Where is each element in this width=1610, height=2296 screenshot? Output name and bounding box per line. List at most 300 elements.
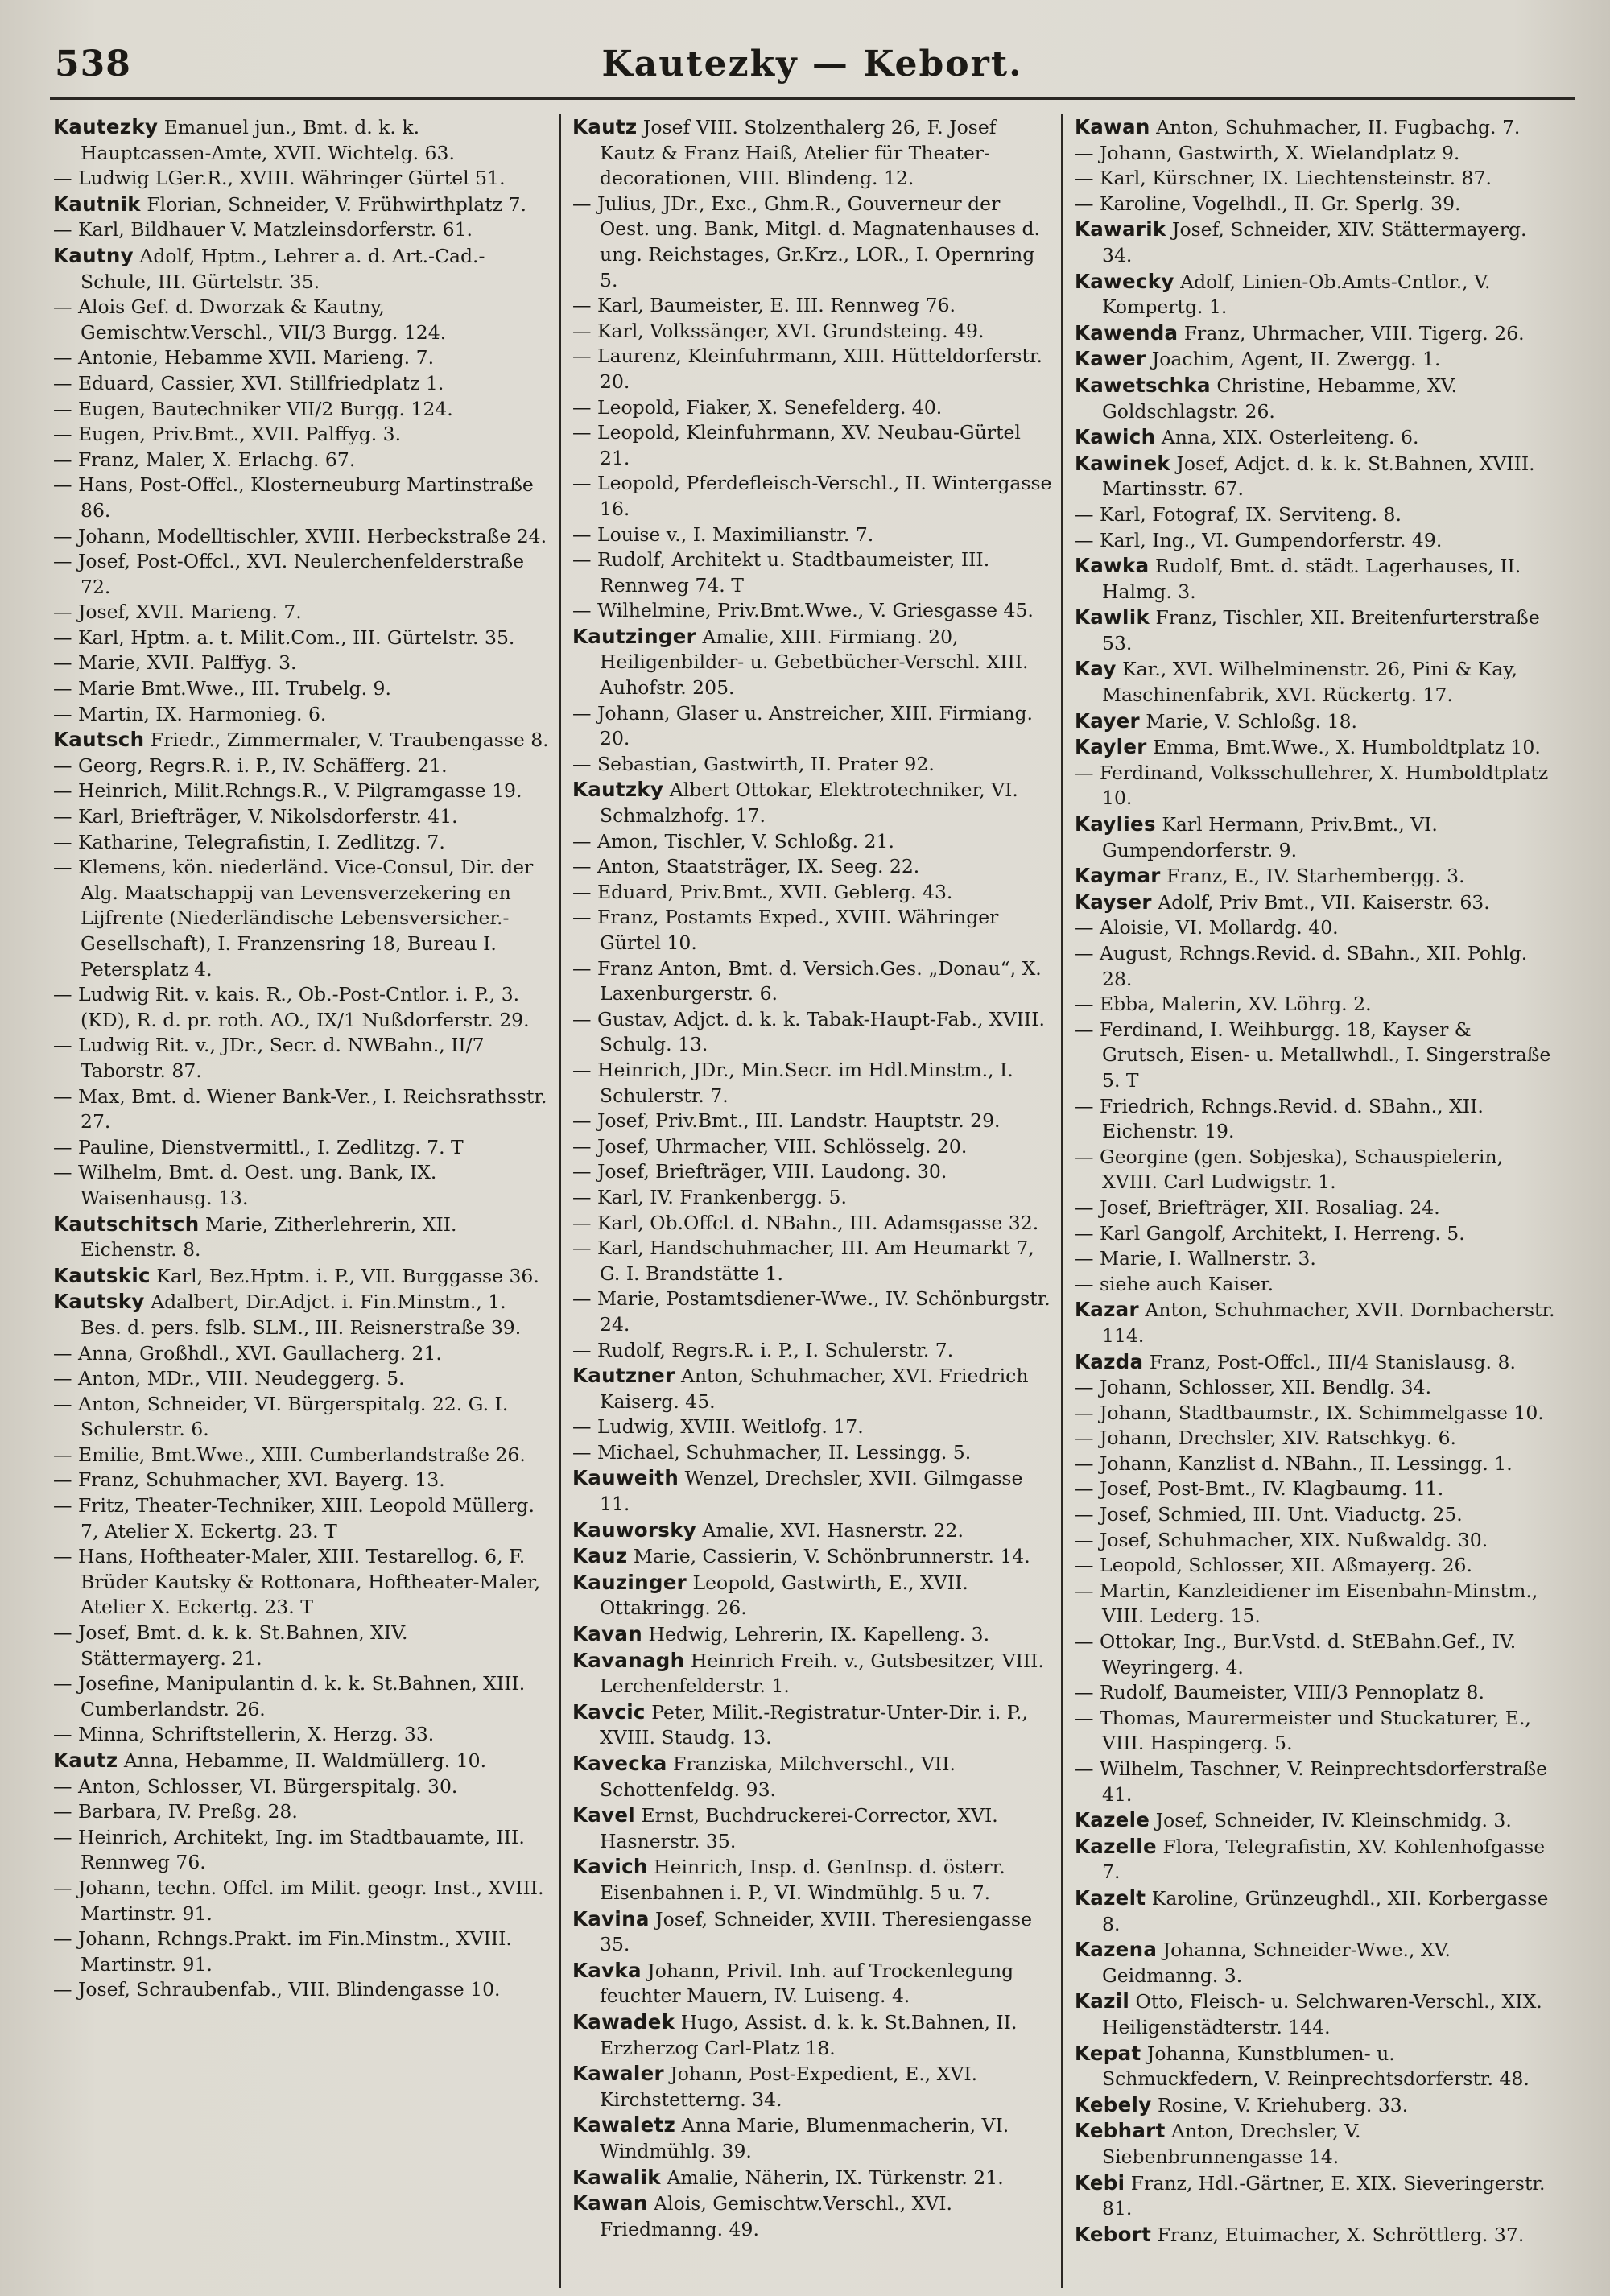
entry-surname: Kavich <box>572 1855 648 1879</box>
entry-details: Kar., XVI. Wilhelminenstr. 26, Pini & Kay, Maschinenfabrik, XVI. Rückertg. 17. <box>1102 658 1517 707</box>
entry-details: — Karl, Handschuhmacher, III. Am Heumarkt 7, G. I. Brandstätte 1. <box>572 1237 1034 1285</box>
directory-entry <box>1075 2170 1555 2222</box>
directory-entry <box>53 702 551 728</box>
entry-details: — Eugen, Priv.Bmt., XVII. Palffyg. 3. <box>53 423 402 446</box>
directory-entry <box>1075 1885 1555 1937</box>
entry-details: Johann, Post-Expedient, E., XVI. Kirchstetterng. 34. <box>600 2063 978 2111</box>
directory-entry <box>1075 605 1555 656</box>
directory-entry <box>1075 2092 1555 2119</box>
directory-entry <box>53 754 551 779</box>
entry-details: — Karl, IV. Frankenbergg. 5. <box>572 1185 847 1208</box>
entry-details: Adolf, Hptm., Lehrer a. d. Art.-Cad.-Schule, III. Gürtelstr. 35. <box>80 244 485 293</box>
entry-details: Anna, XIX. Osterleiteng. 6. <box>1155 426 1419 449</box>
directory-entry <box>572 905 1053 956</box>
directory-entry <box>572 1854 1053 1906</box>
directory-entry <box>1075 192 1555 217</box>
entry-surname: Kebely <box>1075 2092 1152 2116</box>
entry-details: Amalie, XVI. Hasnerstr. 22. <box>696 1518 964 1542</box>
entry-details: — Josef, Bmt. d. k. k. St.Bahnen, XIV. Stättermayerg. 21. <box>53 1621 408 1670</box>
entry-details: — Rudolf, Baumeister, VIII/3 Pennoplatz 8. <box>1075 1681 1484 1704</box>
directory-entry <box>53 1263 551 1290</box>
entry-details: — Josef, Briefträger, XII. Rosaliag. 24. <box>1075 1195 1440 1219</box>
entry-details: — Georg, Regrs.R. i. P., IV. Schäfferg. 21. <box>53 754 448 777</box>
directory-entry <box>53 1774 551 1800</box>
directory-entry <box>572 1236 1053 1286</box>
entry-surname: Kautsch <box>53 728 145 752</box>
entry-details: — Ebba, Malerin, XV. Löhrg. 2. <box>1075 993 1372 1016</box>
directory-entry <box>53 1493 551 1544</box>
directory-entry <box>1075 992 1555 1018</box>
entry-details: — Josefine, Manipulantin d. k. k. St.Bahnen, XIII. Cumberlandstr. 26. <box>53 1672 526 1720</box>
directory-entry <box>1075 320 1555 347</box>
entry-details: Adolf, Priv Bmt., VII. Kaiserstr. 63. <box>1151 890 1490 914</box>
entry-surname: Kautzner <box>572 1364 675 1388</box>
entry-surname: Kazda <box>1075 1349 1144 1373</box>
entry-details: Johann, Privil. Inh. auf Trockenlegung feuchter Mauern, IV. Luiseng. 4. <box>600 1959 1014 2008</box>
entry-details: Franziska, Milchverschl., VII. Schottenfeldg. 93. <box>600 1753 956 1801</box>
directory-entry <box>1075 1680 1555 1706</box>
directory-entry <box>572 293 1053 319</box>
entry-details: Friedr., Zimmermaler, V. Traubengasse 8. <box>144 729 549 752</box>
entry-details: — Franz, Schuhmacher, XVI. Bayerg. 13. <box>53 1468 445 1492</box>
entry-details: — Wilhelmine, Priv.Bmt.Wwe., V. Griesgasse 45. <box>572 599 1034 622</box>
entry-details: Heinrich Freih. v., Gutsbesitzer, VIII. Lerchenfelderstr. 1. <box>600 1649 1044 1698</box>
directory-entry <box>572 1621 1053 1648</box>
entry-details: — Karl, Kürschner, IX. Liechtensteinstr. 87. <box>1075 167 1492 190</box>
entry-details: — Josef, Schuhmacher, XIX. Nußwaldg. 30. <box>1075 1528 1488 1551</box>
entry-surname: Kavanagh <box>572 1648 685 1672</box>
directory-entry <box>53 345 551 371</box>
entry-details: — Johann, Drechsler, XIV. Ratschkyg. 6. <box>1075 1427 1457 1450</box>
directory-entry <box>572 1570 1053 1621</box>
directory-entry <box>1075 1579 1555 1629</box>
entry-details: Johanna, Schneider-Wwe., XV. Geidmanng. 3. <box>1102 1939 1451 1987</box>
entry-details: Christine, Hebamme, XV. Goldschlagstr. 26. <box>1102 374 1458 423</box>
entry-details: — Antonie, Hebamme XVII. Marieng. 7. <box>53 346 435 370</box>
entry-details: Karoline, Grünzeughdl., XII. Korbergasse 8. <box>1102 1886 1549 1935</box>
entry-details: Hugo, Assist. d. k. k. St.Bahnen, II. Erzherzog Carl-Platz 18. <box>600 2010 1018 2059</box>
entry-details: — Anton, Staatsträger, IX. Seeg. 22. <box>572 855 920 878</box>
directory-entry <box>1075 1349 1555 1376</box>
entry-details: — Ottokar, Ing., Bur.Vstd. d. StEBahn.Gef., IV. Weyringerg. 4. <box>1075 1630 1517 1679</box>
entry-details: — Josef, XVII. Marieng. 7. <box>53 601 302 624</box>
directory-entry <box>53 1341 551 1367</box>
directory-entry <box>1075 1757 1555 1807</box>
entry-details: — Ludwig, XVIII. Weitlofg. 17. <box>572 1415 864 1439</box>
entry-surname: Kautz <box>53 1749 118 1772</box>
directory-entry <box>1075 451 1555 502</box>
directory-entry <box>53 166 551 192</box>
entry-details: Josef, Adjct. d. k. k. St.Bahnen, XVIII. Martinsstr. 67. <box>1102 452 1535 501</box>
entry-details: — Karl Gangolf, Architekt, I. Herreng. 5. <box>1075 1221 1465 1245</box>
entry-details: — Wilhelm, Taschner, V. Reinprechtsdorferstraße 41. <box>1075 1757 1548 1806</box>
directory-entry <box>572 1906 1053 1958</box>
directory-entry <box>572 1440 1053 1466</box>
entry-details: — Johann, Schlosser, XII. Bendlg. 34. <box>1075 1376 1432 1399</box>
entry-details: Wenzel, Drechsler, XVII. Gilmgasse 11. <box>600 1467 1023 1516</box>
page-number: 538 <box>55 43 131 85</box>
entry-surname: Kavan <box>572 1622 642 1646</box>
entry-details: Amalie, XIII. Firmiang. 20, Heiligenbilder- u. Gebetbücher-Verschl. XIII. Auhofstr. 205. <box>600 625 1029 700</box>
directory-entry <box>572 2009 1053 2061</box>
entry-surname: Kazele <box>1075 1808 1150 1832</box>
directory-entry <box>53 1825 551 1876</box>
directory-entry <box>1075 656 1555 708</box>
entry-surname: Kebi <box>1075 2170 1125 2195</box>
directory-entry <box>1075 915 1555 941</box>
directory-entry <box>572 777 1053 828</box>
entry-details: — Friedrich, Rchngs.Revid. d. SBahn., XII. Eichenstr. 19. <box>1075 1094 1484 1143</box>
directory-entry <box>1075 1297 1555 1348</box>
directory-entry <box>572 1803 1053 1854</box>
entry-surname: Kayler <box>1075 735 1147 759</box>
entry-surname: Kawecky <box>1075 269 1174 293</box>
entry-details: Emanuel jun., Bmt. d. k. k. Hauptcassen-Amte, XVII. Wichtelg. 63. <box>80 116 455 164</box>
entry-surname: Kawlik <box>1075 605 1150 630</box>
directory-entry <box>1075 2041 1555 2092</box>
directory-entry <box>53 855 551 982</box>
directory-entry <box>1075 424 1555 451</box>
entry-surname: Kavina <box>572 1906 650 1931</box>
directory-entry <box>53 804 551 830</box>
entry-surname: Kawer <box>1075 347 1146 371</box>
directory-entry <box>1075 1145 1555 1195</box>
entry-details: Franz, Tischler, XII. Breitenfurterstraße 53. <box>1102 606 1540 655</box>
directory-entry <box>53 626 551 651</box>
directory-entry <box>572 2061 1053 2112</box>
entry-details: — Marie Bmt.Wwe., III. Trubelg. 9. <box>53 677 391 700</box>
directory-entry <box>1075 1195 1555 1221</box>
entry-surname: Kazil <box>1075 1989 1130 2013</box>
directory-entry <box>572 1543 1053 1570</box>
directory-entry <box>53 600 551 626</box>
directory-entry <box>53 448 551 473</box>
entry-details: — Karl, Hptm. a. t. Milit.Com., III. Gürtelstr. 35. <box>53 626 515 649</box>
directory-entry <box>1075 141 1555 167</box>
directory-entry <box>572 624 1053 701</box>
directory-entry <box>53 727 551 754</box>
entry-details: — Pauline, Dienstvermittl., I. Zedlitzg. 7. T <box>53 1135 464 1158</box>
directory-entry <box>1075 1629 1555 1680</box>
directory-entry <box>572 1648 1053 1699</box>
directory-entry <box>572 1518 1053 1544</box>
directory-entry <box>1075 1476 1555 1502</box>
entry-details: — Josef, Post-Offcl., XVI. Neulerchenfelderstraße 72. <box>53 550 524 598</box>
entry-surname: Kazelt <box>1075 1885 1146 1910</box>
entry-details: — Josef, Uhrmacher, VIII. Schlösselg. 20. <box>572 1134 968 1158</box>
entry-details: — Hans, Post-Offcl., Klosterneuburg Martinstraße 86. <box>53 473 534 522</box>
entry-details: — Martin, IX. Harmonieg. 6. <box>53 702 327 725</box>
entry-details: — Rudolf, Architekt u. Stadtbaumeister, III. Rennweg 74. T <box>572 548 990 597</box>
directory-entry <box>572 1007 1053 1058</box>
directory-entry <box>572 2112 1053 2164</box>
entry-details: — Franz, Postamts Exped., XVIII. Währinger Gürtel 10. <box>572 906 999 954</box>
entry-surname: Kayer <box>1075 708 1140 733</box>
entry-details: — Marie, XVII. Palffyg. 3. <box>53 651 297 675</box>
entry-details: Franz, Etuimacher, X. Schröttlerg. 37. <box>1151 2223 1525 2246</box>
directory-entry <box>572 1699 1053 1751</box>
entry-details: Flora, Telegrafistin, XV. Kohlenhofgasse 7. <box>1102 1835 1546 1884</box>
directory-entry <box>53 1799 551 1825</box>
column-2 <box>559 114 1061 2288</box>
entry-surname: Kayser <box>1075 890 1152 914</box>
entry-details: — Leopold, Schlosser, XII. Aßmayerg. 26. <box>1075 1554 1472 1577</box>
directory-entry <box>572 420 1053 471</box>
entry-details: Franz, Uhrmacher, VIII. Tigerg. 26. <box>1178 321 1525 345</box>
entry-details: — Franz, Maler, X. Erlachg. 67. <box>53 448 356 471</box>
directory-entry <box>572 1185 1053 1211</box>
entry-details: Joachim, Agent, II. Zwergg. 1. <box>1146 348 1441 371</box>
entry-details: — Ludwig LGer.R., XVIII. Währinger Gürtel 51. <box>53 167 506 190</box>
directory-entry <box>53 830 551 856</box>
directory-entry <box>53 1621 551 1671</box>
entry-details: — Anna, Großhdl., XVI. Gaullacherg. 21. <box>53 1341 442 1365</box>
entry-details: — Max, Bmt. d. Wiener Bank-Ver., I. Reichsrathsstr. 27. <box>53 1084 547 1134</box>
directory-entry <box>1075 528 1555 554</box>
directory-entry <box>572 1751 1053 1803</box>
directory-entry <box>1075 1221 1555 1247</box>
entry-details: — Ludwig Rit. v., JDr., Secr. d. NWBahn., II/7 Taborstr. 87. <box>53 1034 485 1082</box>
directory-entry <box>53 1544 551 1621</box>
entry-details: — Josef, Schraubenfab., VIII. Blindengasse 10. <box>53 1978 501 2001</box>
entry-details: — siehe auch Kaiser. <box>1075 1272 1274 1295</box>
entry-surname: Kawalik <box>572 2165 661 2189</box>
entry-details: — Michael, Schuhmacher, II. Lessingg. 5. <box>572 1440 972 1464</box>
directory-entry <box>53 1289 551 1340</box>
entry-details: — Alois Gef. d. Dworzak & Kautny, Gemischtw.Verschl., VII/3 Burgg. 124. <box>53 295 447 344</box>
entry-details: — Leopold, Fiaker, X. Senefelderg. 40. <box>572 395 943 419</box>
directory-entry <box>1075 373 1555 424</box>
entry-surname: Kawarik <box>1075 217 1166 242</box>
entry-details: — Heinrich, Milit.Rchngs.R., V. Pilgramgasse 19. <box>53 779 522 803</box>
entry-surname: Kautzinger <box>572 624 697 648</box>
entry-surname: Kebhart <box>1075 2119 1166 2143</box>
entry-surname: Kawadek <box>572 2009 675 2034</box>
directory-entry <box>1075 217 1555 268</box>
entry-details: Josef, Schneider, IV. Kleinschmidg. 3. <box>1150 1809 1512 1832</box>
directory-entry <box>1075 1553 1555 1579</box>
entry-surname: Kautsky <box>53 1290 145 1314</box>
entry-surname: Kawinek <box>1075 451 1171 475</box>
entry-surname: Kauworsky <box>572 1518 697 1542</box>
entry-surname: Kawaletz <box>572 2113 676 2137</box>
directory-entry <box>572 880 1053 906</box>
entry-details: Hedwig, Lehrerin, IX. Kapelleng. 3. <box>642 1623 990 1646</box>
entry-details: — Johann, Gastwirth, X. Wielandplatz 9. <box>1075 141 1460 164</box>
entry-surname: Kawan <box>572 2191 648 2215</box>
directory-entry <box>1075 734 1555 761</box>
entry-details: Heinrich, Insp. d. GenInsp. d. österr. Eisenbahnen i. P., VI. Windmühlg. 5 u. 7. <box>600 1856 1005 1904</box>
entry-surname: Kautskic <box>53 1263 151 1287</box>
directory-entry <box>53 1876 551 1926</box>
entry-surname: Kautschitsch <box>53 1212 200 1236</box>
entry-details: Ernst, Buchdruckerei-Corrector, XVI. Hasnerstr. 35. <box>600 1804 998 1852</box>
directory-entry <box>572 522 1053 548</box>
entry-details: — Josef, Post-Bmt., IV. Klagbaumg. 11. <box>1075 1477 1444 1501</box>
entry-details: Josef, Schneider, XIV. Stättermayerg. 34. <box>1102 218 1527 266</box>
entry-details: Florian, Schneider, V. Frühwirthplatz 7. <box>140 192 527 216</box>
entry-details: — Ludwig Rit. v. kais. R., Ob.-Post-Cntlor. i. P., 3. (KD), R. d. pr. roth. AO., IX/1 Nußdorferstr. 29. <box>53 983 530 1031</box>
directory-entry <box>53 1468 551 1493</box>
directory-entry <box>1075 114 1555 141</box>
directory-entry <box>53 1671 551 1722</box>
entry-details: — Marie, Postamtsdiener-Wwe., IV. Schönburgstr. 24. <box>572 1287 1051 1336</box>
directory-entry <box>53 1212 551 1263</box>
entry-details: Emma, Bmt.Wwe., X. Humboldtplatz 10. <box>1146 736 1541 759</box>
entry-surname: Kauweith <box>572 1466 679 1490</box>
entry-surname: Kautnik <box>53 192 141 216</box>
entry-details: — Johann, Stadtbaumstr., IX. Schimmelgasse 10. <box>1075 1401 1544 1424</box>
entry-details: — Eduard, Cassier, XVI. Stillfriedplatz 1. <box>53 371 444 394</box>
entry-details: — Katharine, Telegrafistin, I. Zedlitzg. 7. <box>53 830 445 853</box>
directory-entry <box>572 1465 1053 1517</box>
entry-details: — Franz Anton, Bmt. d. Versich.Ges. „Donau“, X. Laxenburgerstr. 6. <box>572 956 1042 1006</box>
directory-entry <box>53 778 551 804</box>
directory-entry <box>53 422 551 448</box>
directory-entry <box>1075 1937 1555 1988</box>
entry-details: — Martin, Kanzleidiener im Eisenbahn-Minstm., VIII. Lederg. 15. <box>1075 1579 1538 1628</box>
entry-details: — Karl, Baumeister, E. III. Rennweg 76. <box>572 294 956 317</box>
directory-entry <box>1075 1706 1555 1757</box>
entry-details: — Karl, Volkssänger, XVI. Grundsteing. 49. <box>572 319 985 342</box>
entry-surname: Kazena <box>1075 1938 1158 1962</box>
entry-details: — Fritz, Theater-Techniker, XIII. Leopold Müllerg. 7, Atelier X. Eckertg. 23. T <box>53 1494 535 1542</box>
entry-details: — Emilie, Bmt.Wwe., XIII. Cumberlandstraße 26. <box>53 1443 526 1466</box>
entry-details: — Josef, Briefträger, VIII. Laudong. 30. <box>572 1160 947 1183</box>
entry-details: Franz, Hdl.-Gärtner, E. XIX. Sieveringerstr. 81. <box>1102 2171 1546 2220</box>
entry-details: — Gustav, Adjct. d. k. k. Tabak-Haupt-Fab., XVIII. Schulg. 13. <box>572 1007 1045 1056</box>
directory-entry <box>1075 761 1555 811</box>
directory-entry <box>1075 811 1555 863</box>
entry-details: — Eugen, Bautechniker VII/2 Burgg. 124. <box>53 397 453 420</box>
entry-details: — Thomas, Maurermeister und Stuckaturer, E., VIII. Haspingerg. 5. <box>1075 1706 1531 1755</box>
directory-entry <box>572 395 1053 421</box>
entry-details: Johanna, Kunstblumen- u. Schmuckfedern, V. Reinprechtsdorferstr. 48. <box>1102 2042 1530 2091</box>
directory-entry <box>53 1033 551 1084</box>
entry-details: Marie, Cassierin, V. Schönbrunnerstr. 14. <box>627 1545 1030 1568</box>
entry-details: Anton, Schuhmacher, II. Fugbachg. 7. <box>1150 116 1521 138</box>
directory-entry <box>572 1159 1053 1185</box>
directory-entry <box>572 192 1053 293</box>
directory-entry <box>1075 890 1555 916</box>
directory-entry <box>1075 708 1555 735</box>
entry-surname: Kawka <box>1075 554 1150 578</box>
entry-details: — Leopold, Pferdefleisch-Verschl., II. Wintergasse 16. <box>572 472 1052 520</box>
entry-surname: Kautz <box>572 115 638 138</box>
column-3 <box>1061 114 1563 2288</box>
entry-surname: Kaymar <box>1075 864 1161 888</box>
directory-entry <box>53 295 551 345</box>
entry-details: — Heinrich, JDr., Min.Secr. im Hdl.Minstm., I. Schulerstr. 7. <box>572 1058 1013 1107</box>
directory-entry <box>53 243 551 295</box>
entry-surname: Kawetschka <box>1075 373 1211 397</box>
directory-entry <box>53 676 551 702</box>
directory-entry <box>53 114 551 166</box>
directory-entry <box>53 1135 551 1161</box>
directory-entry <box>1075 1375 1555 1401</box>
entry-surname: Kepat <box>1075 2041 1141 2065</box>
directory-entry <box>572 2191 1053 2242</box>
entry-details: Alois, Gemischtw.Verschl., XVI. Friedmanng. 49. <box>600 2192 953 2240</box>
directory-entry <box>1075 1272 1555 1298</box>
entry-details: — Klemens, kön. niederländ. Vice-Consul, Dir. der Alg. Maatschappij van Levensverzekering en Lijfrente (Niederländische Lebensversicher.-Gesellschaft), I. Franzensring 18, Bureau I. Petersplatz 4. <box>53 856 534 981</box>
entry-details: — Amon, Tischler, V. Schloßg. 21. <box>572 829 894 853</box>
entry-details: — August, Rchngs.Revid. d. SBahn., XII. Pohlg. 28. <box>1075 942 1528 990</box>
directory-entry <box>572 1211 1053 1237</box>
entry-details: — Rudolf, Regrs.R. i. P., I. Schulerstr. 7. <box>572 1338 954 1361</box>
entry-details: — Josef, Priv.Bmt., III. Landstr. Hauptstr. 29. <box>572 1109 1001 1133</box>
directory-entry <box>53 1926 551 1977</box>
directory-entry <box>572 2165 1053 2191</box>
entry-details: — Ferdinand, I. Weihburgg. 18, Kayser & Grutsch, Eisen- u. Metallwhdl., I. Singerstraße 5. T <box>1075 1018 1551 1092</box>
directory-entry <box>53 473 551 523</box>
directory-entry <box>572 1363 1053 1414</box>
directory-entry <box>572 1958 1053 2009</box>
entry-details: — Heinrich, Architekt, Ing. im Stadtbauamte, III. Rennweg 76. <box>53 1825 525 1874</box>
entry-surname: Kawenda <box>1075 320 1179 345</box>
directory-entry <box>1075 2118 1555 2170</box>
directory-entry <box>1075 2222 1555 2249</box>
directory-entry <box>1075 1528 1555 1554</box>
entry-details: Marie, V. Schloßg. 18. <box>1139 709 1357 733</box>
directory-entry <box>1075 269 1555 320</box>
directory-entry <box>53 1443 551 1468</box>
directory-entry <box>1075 1246 1555 1272</box>
directory-entry <box>1075 1988 1555 2040</box>
directory-entry <box>572 344 1053 394</box>
entry-surname: Kauz <box>572 1544 628 1568</box>
entry-details: — Josef, Schmied, III. Unt. Viaductg. 25. <box>1075 1503 1463 1526</box>
directory-entry <box>53 650 551 676</box>
entry-details: Anna, Hebamme, II. Waldmüllerg. 10. <box>118 1749 487 1772</box>
entry-surname: Kawan <box>1075 115 1150 138</box>
entry-surname: Kautezky <box>53 115 159 138</box>
entry-surname: Kazelle <box>1075 1834 1157 1858</box>
entry-details: Adalbert, Dir.Adjct. i. Fin.Minstm., 1. Bes. d. pers. fslb. SLM., III. Reisnerstraße 39. <box>80 1290 522 1339</box>
entry-details: — Anton, Schlosser, VI. Bürgerspitalg. 30. <box>53 1774 458 1798</box>
directory-entry <box>572 1286 1053 1337</box>
directory-entry <box>572 1058 1053 1109</box>
directory-entry <box>572 956 1053 1007</box>
entry-details: Josef, Schneider, XVIII. Theresiengasse 35. <box>600 1907 1033 1956</box>
directory-entry <box>1075 346 1555 373</box>
entry-details: — Hans, Hoftheater-Maler, XIII. Testarellog. 6, F. Brüder Kautsky & Rottonara, Hoftheater-Maler, Atelier X. Eckertg. 23. T <box>53 1545 541 1619</box>
directory-entry <box>572 701 1053 752</box>
entry-details: Franz, Post-Offcl., III/4 Stanislausg. 8. <box>1143 1350 1516 1373</box>
entry-details: Anton, Drechsler, V. Siebenbrunnengasse 14. <box>1102 2120 1361 2168</box>
directory-entry <box>53 1160 551 1211</box>
entry-details: — Julius, JDr., Exc., Ghm.R., Gouverneur der Oest. ung. Bank, Mitgl. d. Magnatenhauses d. ung. Reichstages, Gr.Krz., LOR., I. Opernring 5. <box>572 192 1041 291</box>
entry-details: — Anton, Schneider, VI. Bürgerspitalg. 22. G. I. Schulerstr. 6. <box>53 1392 509 1441</box>
directory-entry <box>1075 502 1555 528</box>
entry-surname: Kazar <box>1075 1298 1139 1322</box>
entry-details: — Marie, I. Wallnerstr. 3. <box>1075 1247 1316 1270</box>
entry-details: — Sebastian, Gastwirth, II. Prater 92. <box>572 752 935 775</box>
directory-entry <box>53 1366 551 1392</box>
directory-columns <box>50 114 1575 2288</box>
entry-details: — Eduard, Priv.Bmt., XVII. Geblerg. 43. <box>572 880 953 903</box>
directory-entry <box>1075 1834 1555 1885</box>
directory-entry <box>1075 1018 1555 1094</box>
entry-surname: Kawaler <box>572 2062 664 2086</box>
entry-details: Marie, Zitherlehrerin, XII. Eichenstr. 8. <box>80 1212 457 1262</box>
entry-details: — Karl, Fotograf, IX. Serviteng. 8. <box>1075 502 1402 526</box>
entry-details: — Johann, Kanzlist d. NBahn., II. Lessingg. 1. <box>1075 1452 1513 1475</box>
entry-details: — Wilhelm, Bmt. d. Oest. ung. Bank, IX. Waisenhausg. 13. <box>53 1161 437 1209</box>
directory-entry <box>53 397 551 423</box>
entry-details: Franz, E., IV. Starhembergg. 3. <box>1160 865 1465 888</box>
entry-details: Anton, Schuhmacher, XVI. Friedrich Kaiserg. 45. <box>600 1365 1029 1413</box>
